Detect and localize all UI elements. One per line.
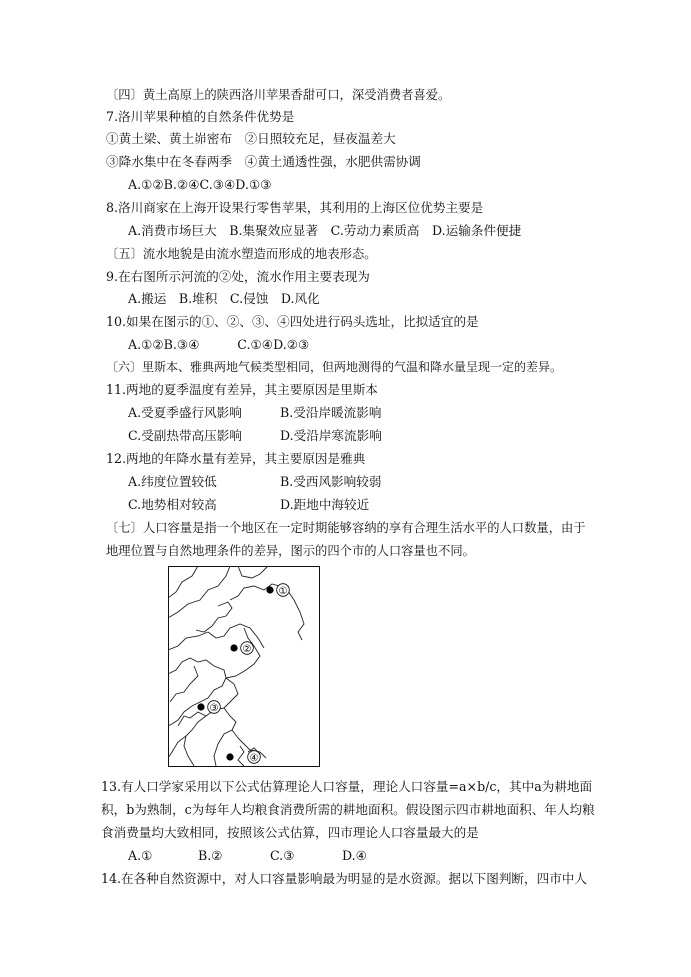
- q13-option-b: B.②: [198, 848, 223, 863]
- question-11-options-row-1: [128, 404, 381, 422]
- q12-option-b: B.受西风影响较弱: [280, 474, 382, 489]
- question-11-stem: 11.两地的夏季温度有差异，其主要原因是里斯本: [106, 382, 378, 397]
- q11-option-a: A.受夏季盛行风影响: [128, 405, 242, 420]
- question-7-statements-2: ③降水集中在冬春两季 ④黄土通透性强，水肥供需协调: [106, 154, 421, 169]
- q13-option-a: A.①: [128, 848, 153, 863]
- section-7-intro-1: 〔七〕人口容量是指一个地区在一定时期能够容纳的享有合理生活水平的人口数量，由于: [106, 521, 586, 535]
- question-13-stem-3: 食消费量均大致相同，按照该公式估算，四市理论人口容量最大的是: [101, 825, 479, 840]
- q12-option-c: C.地势相对较高: [128, 497, 217, 512]
- section-6-intro: 〔六〕里斯本、雅典两地气候类型相同，但两地测得的气温和降水量呈现一定的差异。: [106, 360, 563, 374]
- question-9-options: A.搬运 B.堆积 C.侵蚀 D.风化: [128, 291, 320, 306]
- question-8-options: A.消费市场巨大 B.集聚效应显著 C.劳动力素质高 D.运输条件便捷: [128, 223, 522, 238]
- question-10-options: A.①②B.③④ C.①④D.②③: [128, 337, 310, 352]
- question-10-stem: 10.如果在图示的①、②、③、④四处进行码头选址，比拟适宜的是: [106, 314, 479, 329]
- city-dot: [226, 753, 233, 760]
- section-5-intro: 〔五〕流水地貌是由流水塑造而形成的地表形态。: [106, 247, 377, 261]
- question-7-options: A.①②B.②④C.③④D.①③: [128, 177, 272, 192]
- q11-option-c: C.受副热带高压影响: [128, 428, 242, 443]
- question-14-stem: 14.在各种自然资源中，对人口容量影响最为明显的是水资源。据以下图判断，四市中人: [101, 871, 587, 886]
- city-map-figure: [168, 566, 320, 767]
- q13-option-d: D.④: [342, 848, 367, 863]
- q11-option-d: D.受沿岸寒流影响: [280, 428, 382, 443]
- q12-option-d: D.距地中海较近: [280, 497, 370, 512]
- city-label-4: ④: [249, 753, 259, 764]
- question-13-options: [128, 847, 367, 865]
- section-7-intro-2: 地理位置与自然地理条件的差异，图示的四个市的人口容量也不同。: [106, 544, 475, 558]
- q12-option-a: A.纬度位置较低: [128, 474, 217, 489]
- city-label-1: ①: [278, 586, 288, 597]
- city-dot: [197, 703, 204, 710]
- question-12-options-row-2: [128, 496, 369, 514]
- city-label-2: ②: [242, 644, 252, 655]
- q11-option-b: B.受沿岸暖流影响: [280, 405, 382, 420]
- question-12-options-row-1: [128, 473, 381, 491]
- city-dot: [266, 586, 273, 593]
- question-9-stem: 9.在右图所示河流的②处，流水作用主要表现为: [106, 269, 370, 284]
- question-11-options-row-2: [128, 427, 382, 445]
- question-7-statements-1: ①黄土梁、黄土峁密布 ②日照较充足，昼夜温差大: [106, 131, 396, 146]
- city-dot: [230, 644, 237, 651]
- question-7-stem: 7.洛川苹果种植的自然条件优势是: [106, 109, 295, 124]
- question-13-stem-2: 积，b为熟制，c为每年人均粮食消费所需的耕地面积。假设图示四市耕地面积、年人均粮: [101, 802, 595, 817]
- question-8-stem: 8.洛川商家在上海开设果行零售苹果，其利用的上海区位优势主要是: [106, 200, 484, 215]
- question-12-stem: 12.两地的年降水量有差异，其主要原因是雅典: [106, 451, 366, 466]
- question-13-stem-1: 13.有人口学家采用以下公式估算理论人口容量，理论人口容量=a×b/c，其中a为耕地面: [101, 779, 593, 794]
- section-4-intro: 〔四〕黄土高原上的陕西洛川苹果香甜可口，深受消费者喜爱。: [106, 88, 451, 102]
- city-label-3: ③: [209, 703, 219, 714]
- q13-option-c: C.③: [270, 848, 295, 863]
